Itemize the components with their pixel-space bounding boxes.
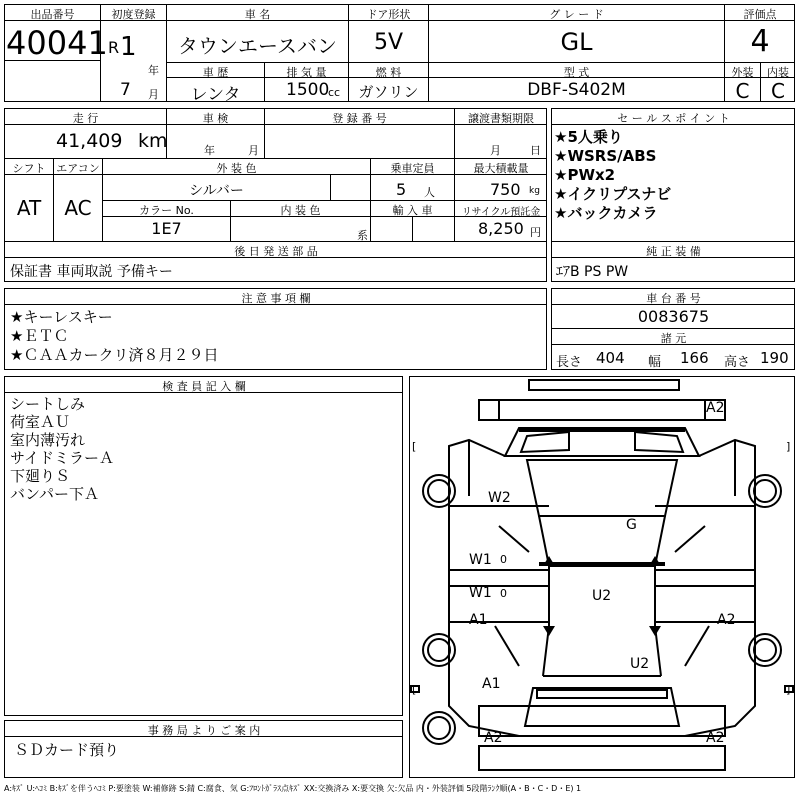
note-item: ★ＥＴＣ	[10, 327, 69, 345]
height-label: 高さ	[724, 355, 751, 370]
inspector-item: 荷室ＡＵ	[10, 413, 71, 431]
max-load-unit: kg	[529, 186, 540, 196]
reg-no-label: 登 録 番 号	[332, 112, 387, 125]
model-label: 型 式	[563, 66, 590, 79]
max-load-label: 最大積載量	[473, 162, 529, 175]
inspection-month: 月	[248, 144, 259, 157]
damage-mark: W1	[469, 552, 492, 568]
displacement: 1500	[286, 80, 330, 100]
sales-point-item: ★WSRS/ABS	[554, 147, 657, 165]
damage-mark: W2	[488, 490, 511, 506]
transfer-month: 月	[490, 144, 501, 157]
capacity-label: 乗車定員	[390, 162, 435, 175]
note-item: ★ＣＡＡカークリ済８月２９日	[10, 346, 219, 364]
max-load: 750	[490, 180, 521, 199]
int-color-suffix: 系	[357, 229, 368, 242]
equipment-label: 純 正 装 備	[646, 245, 701, 258]
bracket-mark: ]	[786, 683, 791, 696]
damage-mark: U2	[630, 656, 650, 672]
inspector-item: 室内薄汚れ	[10, 431, 86, 449]
damage-mark: A1	[482, 676, 501, 692]
capacity-unit: 人	[424, 186, 435, 199]
grade-label: グ レ ー ド	[549, 8, 604, 21]
recycle-unit: 円	[530, 226, 541, 239]
damage-mark: A2	[717, 612, 736, 628]
model-code: DBF-S402M	[527, 80, 626, 100]
car-diagram-drawing	[409, 376, 795, 778]
inspector-label: 検 査 員 記 入 欄	[162, 380, 246, 393]
inspection-label: 車 検	[202, 112, 229, 125]
damage-mark: W1	[469, 585, 492, 601]
door-label: ドア形状	[366, 8, 411, 21]
grade: GL	[560, 28, 593, 56]
parts-label: 後 日 発 送 部 品	[234, 245, 318, 258]
interior-label: 内装	[767, 66, 789, 79]
inspection-year: 年	[204, 144, 215, 157]
bracket-mark: [	[412, 683, 417, 696]
inspector-item: 下廻りＳ	[10, 467, 71, 485]
import-label: 輸 入 車	[392, 204, 433, 217]
displacement-unit: cc	[328, 86, 341, 99]
capacity: 5	[396, 180, 407, 199]
bracket-mark: ]	[786, 440, 791, 453]
sales-points-label: セ ー ル ス ポ イ ン ト	[617, 112, 730, 125]
sales-point-item: ★5人乗り	[554, 128, 623, 146]
era: R	[108, 38, 120, 57]
damage-mark: A2	[706, 400, 725, 416]
interior-grade: C	[771, 79, 785, 103]
damage-mark: A1	[469, 612, 488, 628]
damage-mark: U2	[592, 588, 612, 604]
fuel-label: 燃 料	[375, 66, 402, 79]
exterior-grade: C	[735, 79, 750, 103]
office-value: ＳＤカード預り	[14, 741, 120, 759]
transfer-label: 譲渡書類期限	[468, 112, 534, 125]
score-label: 評価点	[743, 8, 777, 21]
recycle-amount: 8,250	[478, 219, 524, 238]
sales-point-item: ★バックカメラ	[554, 204, 658, 222]
width-label: 幅	[648, 355, 662, 370]
int-color-label: 内 装 色	[280, 204, 321, 217]
score: 4	[750, 24, 770, 59]
month-unit: 月	[148, 88, 159, 101]
chassis-number: 0083675	[637, 307, 710, 326]
mileage-unit: km	[138, 130, 168, 152]
sales-point-item: ★PWx2	[554, 166, 616, 184]
zero-mark: 0	[500, 553, 507, 566]
ext-color: シルバー	[189, 183, 244, 199]
lot-number: 40041	[6, 24, 108, 62]
office-label: 事 務 局 よ り ご 案 内	[147, 724, 261, 737]
door-type: 5V	[373, 30, 404, 55]
car-name: タウンエースバン	[178, 34, 337, 58]
inspector-item: バンパー下Ａ	[10, 485, 99, 503]
exterior-label: 外装	[731, 66, 754, 79]
spec-label: 諸 元	[660, 332, 687, 345]
chassis-label: 車 台 番 号	[646, 292, 701, 305]
first-reg-label: 初度登録	[111, 8, 156, 21]
legend: A:ｷｽﾞ U:ﾍｺﾐ B:ｷｽﾞを伴うﾍｺﾐ P:要塗装 W:補修跡 S:錆 C:腐食、気 G:ﾌﾛﾝﾄｶﾞﾗｽ点ｷｽﾞ XX:交換済み X:要交換 欠:欠品 内・外装評価 5段階ﾗﾝｸ順(A・B・C・D・E) 1	[4, 784, 582, 793]
history: レンタ	[190, 85, 241, 105]
inspector-item: サイドミラーＡ	[10, 449, 114, 467]
lot-label: 出品番号	[30, 8, 75, 21]
damage-mark: A2	[484, 730, 503, 746]
inspector-item: シートしみ	[10, 395, 86, 413]
shift: AT	[16, 196, 42, 220]
damage-mark: A2	[706, 730, 725, 746]
inspector-list	[10, 395, 114, 503]
reg-month: 7	[120, 80, 131, 100]
ac: AC	[64, 196, 92, 220]
parts-value: 保証書 車両取説 予備キー	[10, 264, 173, 280]
displacement-label: 排 気 量	[286, 66, 327, 79]
damage-mark: G	[626, 517, 637, 533]
transfer-day: 日	[530, 144, 541, 157]
equipment-value: ｴｱB PS PW	[556, 264, 629, 280]
year-unit: 年	[148, 64, 159, 77]
mileage: 41,409	[56, 130, 123, 152]
color-no-label: カラー No.	[139, 204, 194, 217]
note-item: ★キーレスキー	[10, 308, 113, 326]
recycle-label: リサイクル預託金	[461, 207, 541, 218]
sales-points-list	[554, 128, 671, 223]
sales-point-item: ★イクリプスナビ	[554, 185, 672, 203]
fuel: ガソリン	[358, 83, 419, 101]
length-value: 404	[596, 349, 625, 367]
mileage-label: 走 行	[72, 112, 99, 125]
bracket-mark: [	[412, 440, 417, 453]
height-value: 190	[760, 349, 789, 367]
car-name-label: 車 名	[244, 8, 271, 21]
shift-label: シフト	[12, 162, 46, 175]
ac-label: エアコン	[56, 162, 100, 175]
ext-color-label: 外 装 色	[216, 162, 257, 175]
notes-label: 注 意 事 項 欄	[241, 292, 311, 305]
length-label: 長さ	[556, 355, 583, 370]
zero-mark: 0	[500, 587, 507, 600]
reg-year: 1	[120, 32, 137, 62]
history-label: 車 歴	[202, 66, 229, 79]
color-no: 1E7	[151, 219, 182, 238]
notes-list	[10, 308, 218, 365]
width-value: 166	[680, 349, 709, 367]
